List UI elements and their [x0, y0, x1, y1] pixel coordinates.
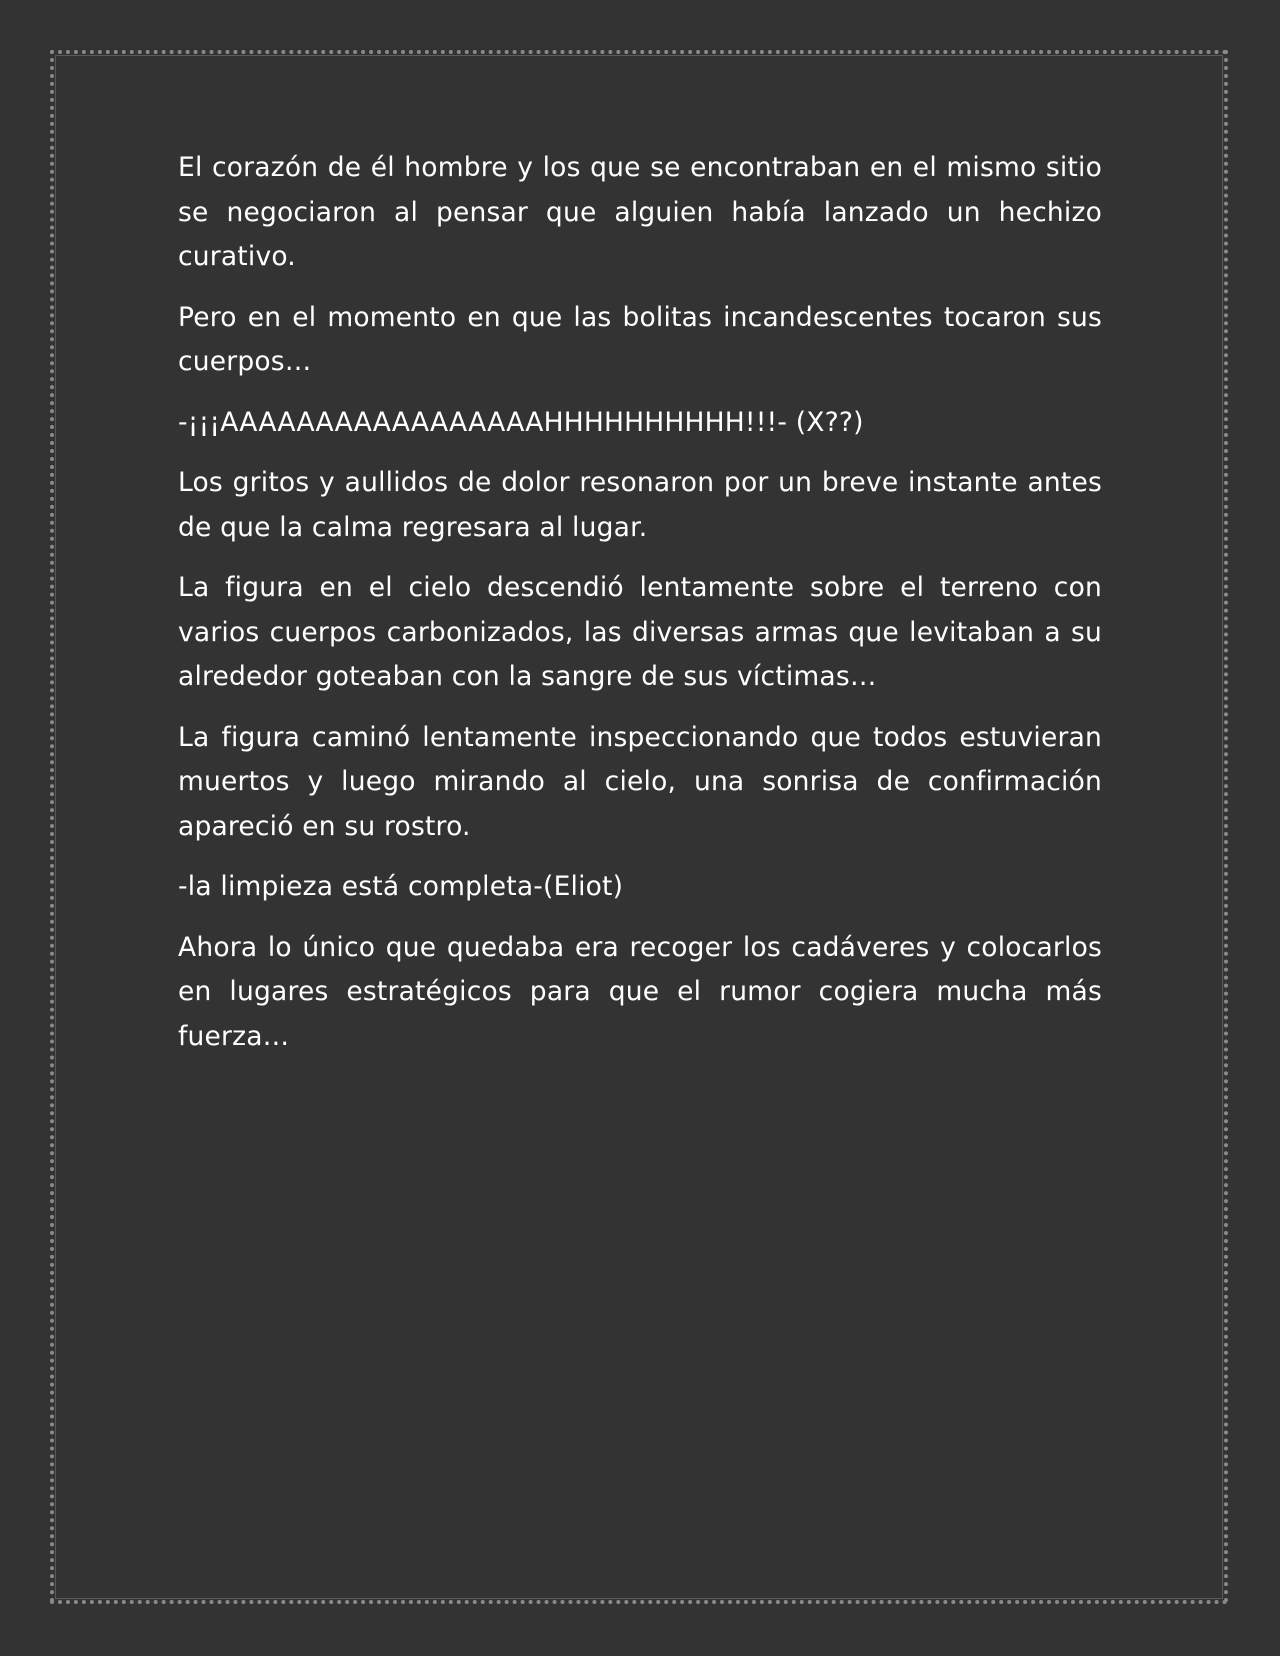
paragraph-1: El corazón de él hombre y los que se encontraban en el mismo sitio se negociaron al pensar que alguien había lanzado un hechizo curativo.: [178, 152, 1102, 272]
paragraph-7: -la limpieza está completa-(Eliot): [178, 871, 624, 902]
paragraph-8: Ahora lo único que quedaba era recoger los cadáveres y colocarlos en lugares estratégicos para que el rumor cogiera mucha más fuerza…: [178, 931, 1102, 1052]
paragraph-2: Pero en el momento en que las bolitas incandescentes tocaron sus cuerpos…: [178, 301, 1102, 377]
paragraph-6: La figura caminó lentamente inspeccionando que todos estuvieran muertos y luego mirando al cielo, una sonrisa de confirmación apareció en su rostro.: [178, 721, 1102, 842]
paragraph-4: Los gritos y aullidos de dolor resonaron por un breve instante antes de que la calma regresara al lugar.: [178, 467, 1102, 543]
paragraph-5: La figura en el cielo descendió lentamente sobre el terreno con varios cuerpos carbonizados, las diversas armas que levitaban a su alrededor goteaban con la sangre de sus víctimas…: [178, 572, 1102, 692]
document-body: [178, 146, 1102, 1075]
paragraph-3: -¡¡¡AAAAAAAAAAAAAAAAAHHHHHHHHHH!!!- (X??): [178, 406, 864, 438]
